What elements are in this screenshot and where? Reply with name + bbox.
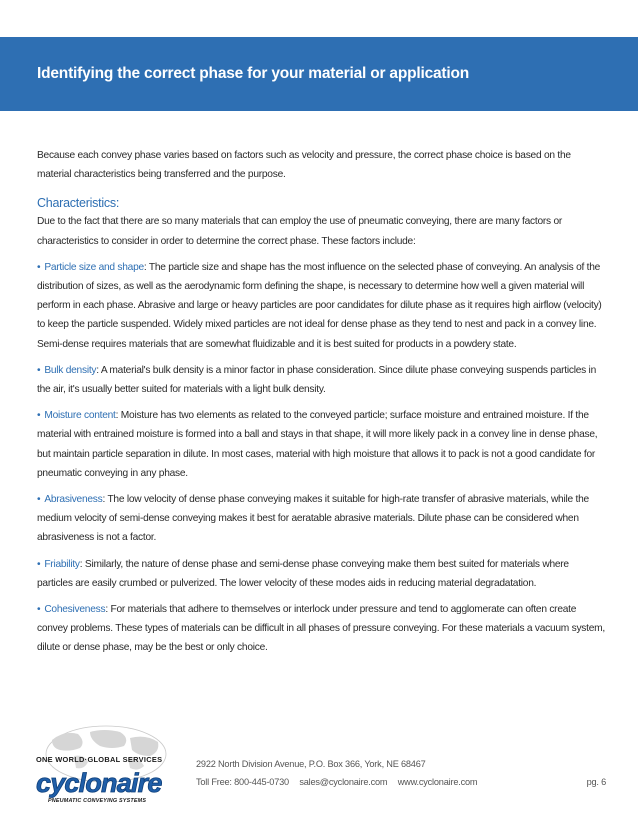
- item-term: Moisture content: [44, 410, 116, 422]
- bullet-icon: •: [37, 604, 41, 616]
- item-text: : Moisture has two elements as related to the conveyed particle; surface moisture and entrained moisture. If the material with entrained moisture is formed into a ball and stays in that shape, it will more likely pack in a convey line in dense phase, but maintain particle separation in dilute. In most cases, material with high moisture that allows it to pack is not a good candidate for pneumatic conveying in any phase.: [37, 410, 598, 479]
- item-term: Bulk density: [44, 364, 97, 376]
- list-item: [37, 406, 607, 483]
- bullet-icon: •: [37, 410, 41, 422]
- body-content: [37, 146, 607, 665]
- bullet-icon: •: [37, 558, 41, 570]
- page-title: Identifying the correct phase for your material or application: [37, 65, 470, 82]
- list-item: [37, 258, 607, 354]
- item-text: : For materials that adhere to themselves or interlock under pressure and tend to agglomerate can often create convey problems. These types of materials can be difficult in all phases of pressure conveying. For these materials a vacuum system, dilute or dense phase, may be the best or only choice.: [37, 604, 605, 654]
- list-item: [37, 600, 607, 658]
- bullet-icon: •: [37, 494, 41, 506]
- logo-brand: cyclonaire: [36, 768, 162, 798]
- item-text: : The particle size and shape has the most influence on the selected phase of conveying. An analysis of the distribution of sizes, as well as the aerodynamic form defining the shape, is necessary to determine how well a given material will perform in each phase. Abrasive and large or heavy particles are poor candidates for dilute phase as it requires high airflow (velocity) to keep the particle suspended. Widely mixed particles are not ideal for dense phase as they tend to nest and pack in a convey line. Semi-dense requires materials that are somewhat fluidizable and it is best suited for products in a powdery state.: [37, 261, 602, 350]
- item-term: Particle size and shape: [44, 261, 144, 273]
- item-term: Friability: [44, 558, 80, 570]
- list-item: [37, 361, 607, 399]
- intro-paragraph: Because each convey phase varies based on factors such as velocity and pressure, the correct phase choice is based on the material characteristics being transferred and the purpose.: [37, 150, 571, 181]
- bullet-icon: •: [37, 364, 41, 376]
- page-number: pg. 6: [586, 777, 606, 787]
- characteristics-intro: Due to the fact that there are so many materials that can employ the use of pneumatic conveying, there are many factors or characteristics to consider in order to determine the correct phase. These factors include:: [37, 216, 563, 247]
- logo-tagline: PNEUMATIC CONVEYING SYSTEMS: [48, 798, 147, 804]
- characteristics-heading: Characteristics:: [37, 196, 120, 211]
- footer-email[interactable]: sales@cyclonaire.com: [299, 777, 388, 787]
- list-item: [37, 555, 607, 593]
- list-item: [37, 490, 607, 548]
- footer: [196, 755, 606, 791]
- cyclonaire-logo: [34, 722, 170, 808]
- item-term: Cohesiveness: [44, 604, 106, 616]
- footer-address: 2922 North Division Avenue, P.O. Box 366, York, NE 68467: [196, 759, 426, 769]
- item-text: : A material's bulk density is a minor factor in phase consideration. Since dilute phase conveying suspends particles in the air, it's usually better suited for materials with a light bulk density.: [37, 364, 596, 396]
- footer-phone: Toll Free: 800-445-0730: [196, 777, 289, 787]
- bullet-icon: •: [37, 261, 41, 273]
- logo-top-text: ONE WORLD·GLOBAL SERVICES: [36, 755, 163, 764]
- item-term: Abrasiveness: [44, 494, 103, 506]
- footer-contact: [196, 773, 485, 791]
- item-text: : The low velocity of dense phase conveying makes it suitable for high-rate transfer of abrasive materials, while the medium velocity of semi-dense conveying makes it best for aeratable abrasive materials. Dilute phase can be considered when abrasiveness is not a factor.: [37, 494, 589, 544]
- item-text: : Similarly, the nature of dense phase and semi-dense phase conveying make them best suited for materials where particles are easily crumbed or pulverized. The lower velocity of these modes aids in reducing material degradatation.: [37, 558, 569, 589]
- title-banner: [0, 37, 638, 111]
- footer-website[interactable]: www.cyclonaire.com: [397, 777, 478, 787]
- globe-icon: [34, 722, 170, 808]
